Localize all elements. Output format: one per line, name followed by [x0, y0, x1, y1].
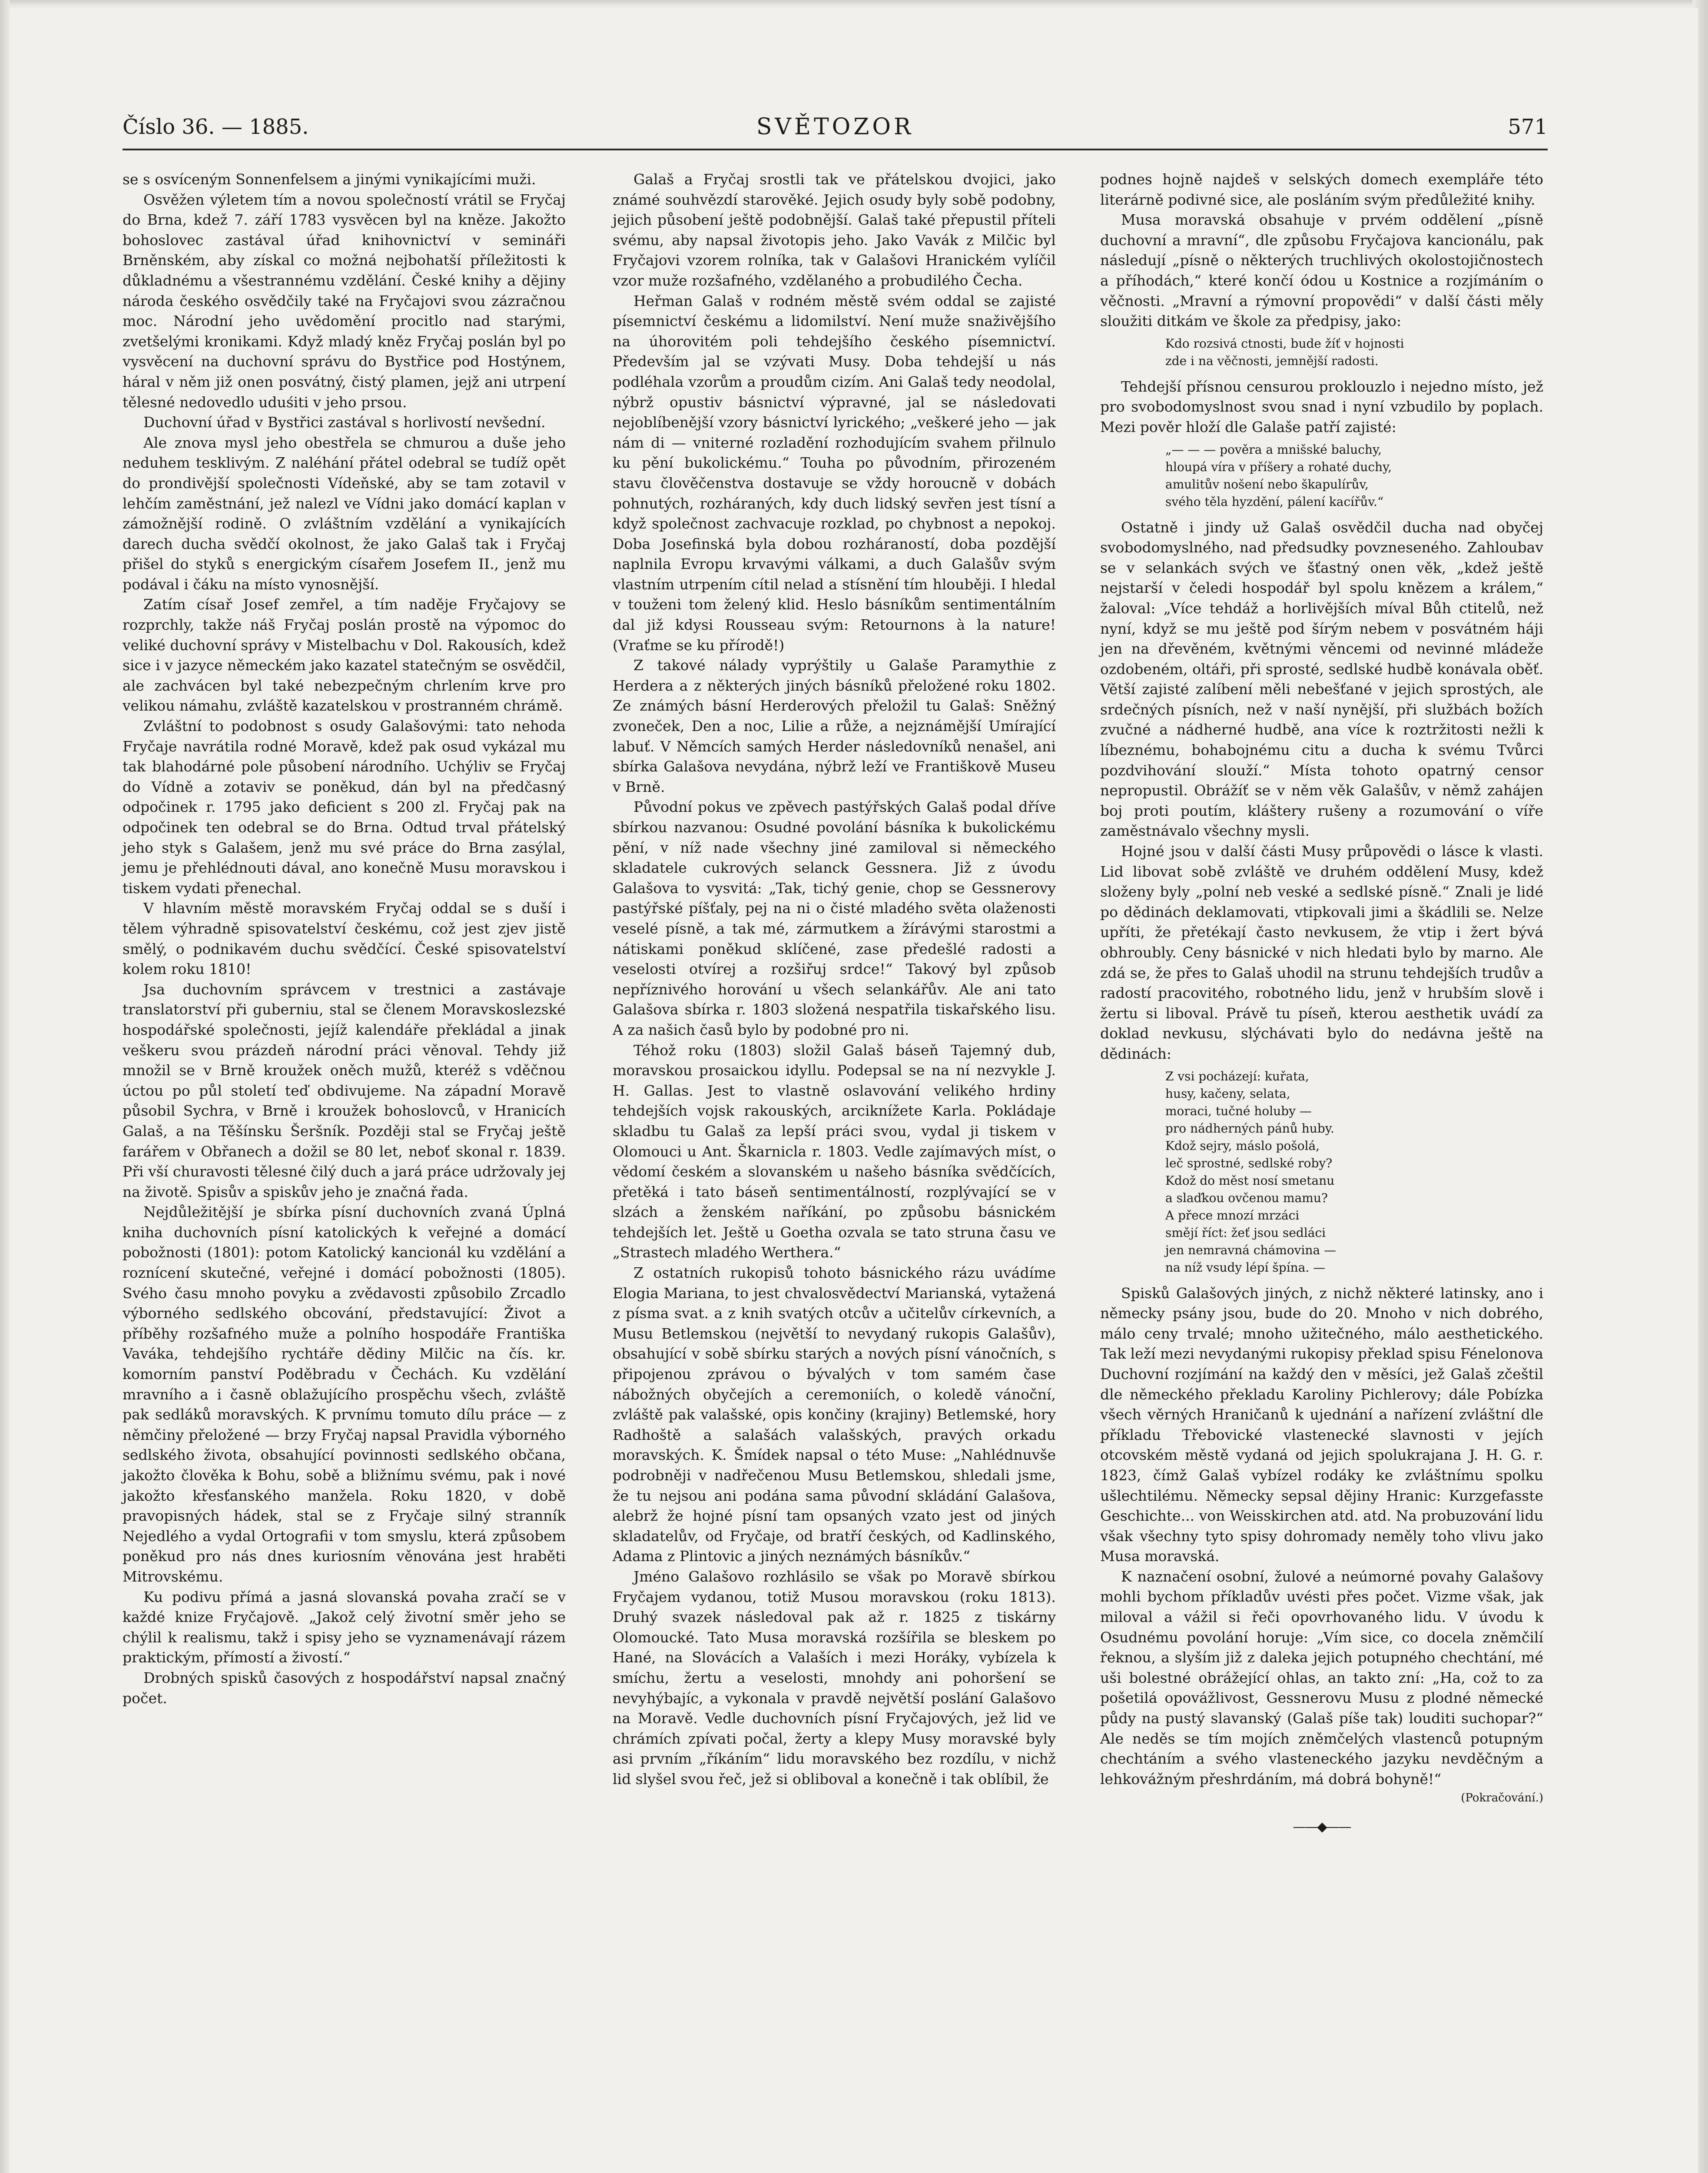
- verse-quote: [1100, 441, 1543, 511]
- issue-label: Číslo 36. — 1885.: [123, 115, 309, 139]
- scan-left-edge: [0, 0, 10, 2173]
- verse-line: amulitův nošení nebo škapulírův,: [1165, 477, 1369, 492]
- paragraph: se s osvíceným Sonnenfelsem a jinými vynikajícími muži.: [123, 171, 536, 188]
- verse-line: Kdož sejry, máslo pošolá,: [1165, 1138, 1320, 1153]
- verse-line: hloupá víra v příšery a rohaté duchy,: [1165, 459, 1392, 474]
- paragraph: Jméno Galašovo rozhlásilo se však po Moravě sbírkou Fryčajem vydanou, totiž Musou moravskou (roku 1813). Druhý svazek následoval pak až r. 1825 z tiskárny Olomoucké. Tato Musa moravská rozšířila se bleskem po Hané, na Slovácích a Valaších i mezi Horáky, vybízela k smíchu, žertu a veselosti, mnohdy ani pohoršení se nevyhýbajíc, a vykonala v pravdě největší poslání Galašovo na Moravě. Vedle duchovních písní Fryčajových, jež lid ve chrámích zpívati počal, žerty a klepy Musy moravské byly asi prvním „říkáním“ lidu moravského bez rozdílu, v nichž lid slyšel svou řeč, jež si obliboval a konečně i tak oblíbil, že: [613, 1568, 1056, 1788]
- paragraph: Z ostatních rukopisů tohoto básnického rázu uvádíme Elogia Mariana, to jest chvalosvědectví Marianská, vytažená z písma svat. a z knih svatých otcův a učitelův církevních, a Musu Betlemskou (největší to nevydaný rukopis Galašův), obsahující v sobě sbírku starých a nových písní vánočních, s připojenou zprávou o bývalých v tom samém čase nábožných obyčejích a ceremoniích, o koledě vánoční, zvláště pak valašské, opis končiny (krajiny) Betlemské, hory Radhoště a salašách valašských, pravých orkadu moravských. K. Šmídek napsal o této Muse: „Nahlédnuvše podrobněji v nadřečenou Musu Betlemskou, shledali jsme, že tu nejsou ani podána sama původní skládání Galašova, alebrž že hojné písní tam opsaných vzato jest od jiných skladatelův, od Fryčaje, od bratří českých, od Kadlinského, Adama z Plintovic a jiných neznámých básníkův.“: [613, 1264, 1056, 1565]
- paragraph: Jsa duchovním správcem v trestnici a zastávaje translatorství při guberniu, stal se členem Moravskoslezské hospodářské společnosti, jejíž kalendáře překládal a jinak veškeru svou prázdeň národní práci věnoval. Tehdy již množil se v Brně kroužek oněch mužů, kteréž s vděčnou úctou po půl století teď obdivujeme. Na západní Moravě působil Sychra, v Brně i kroužek bohoslovců, v Hranicích Galaš, a na Těšínsku Šeršník. Později stal se Fryčaj ještě farářem v Obřanech a dožil se 80 let, neboť skonal r. 1839. Při vší churavosti tělesné čilý duch a jará práce udržovaly jej na životě. Spisův a spiskův jeho je značná řada.: [123, 980, 566, 1200]
- page-header: [123, 114, 1548, 149]
- paragraph: Ale znova mysl jeho obestřela se chmurou a duše jeho neduhem tesklivým. Z naléhání přátel odebral se tudíž opět do prondivější společnosti Vídeňské, aby se tam zotavil v lehčím zaměstnání, jež nalezl ve Vídni jako domácí kaplan v zámožnější rodině. O zvláštním vzdělání a vynikajících darech ducha svědčí okolnost, že jako Galaš tak i Fryčaj přišel do styků s energickým císařem Josefem II., jenž mu podával i čáku na místo vynosnější.: [123, 434, 566, 593]
- paragraph: Zatím císař Josef zemřel, a tím naděje Fryčajovy se rozprchly, takže náš Fryčaj poslán prostě na výpomoc do veliké duchovní správy v Mistelbachu v Dol. Rakousích, kdež sice i v jazyce německém jako kazatel statečným se osvědčil, ale zachvácen byl také nebezpečným chrlením krve pro velikou námahu, zvláště kazatelskou v prostranném chrámě.: [123, 596, 566, 714]
- text-column-1: [123, 169, 566, 1708]
- paragraph: podnes hojně najdeš v selských domech exempláře této literárně podivné sice, ale posláním svým předůležité knihy.: [1100, 171, 1543, 208]
- paragraph: Původní pokus ve zpěvech pastýřských Galaš podal dříve sbírkou nazvanou: Osudné povolání básníka k bukolickému pění, v níž nade všechny jiné zamiloval si německého skladatele cukrových selanck Gessnera. Již z úvodu Galašova to vysvitá: „Tak, tichý genie, chop se Gessnerovy pastýřské píšťaly, pej na ni o čisté mladého světa olaženosti veselé písně, a tak mé, zármutkem a žírávými starostmi a nátiskami poněkud sklíčené, zase předešlé radosti a veselosti otvírej a rozšiřuj srdce!“ Takový byl způsob nepříznivého horování u všech selankářův. Ale ani tato Galašova sbírka r. 1803 složená nespatřila tiskařského lisu. A za našich časů bylo by podobné pro ni.: [613, 798, 1056, 1038]
- paragraph: V hlavním městě moravském Fryčaj oddal se s duší i tělem výhradně spisovatelství českému, což jest zjev jistě smělý, o podnikavém duchu svědčící. České spisovatelství kolem roku 1810!: [123, 900, 566, 978]
- verse-quote: [1100, 1068, 1543, 1276]
- paragraph: Spisků Galašových jiných, z nichž některé latinsky, ano i německy psány jsou, bude do 20. Mnoho v nich dobrého, málo ceny trvalé; mnoho užitečného, málo aesthetického. Tak leží mezi nevydanými rukopisy překlad spisu Fénelonova Duchovní rozjímání na každý den v měsíci, jež Galaš zčeštil dle německého překladu Karoliny Pichlerovy; dále Pobízka všech věrných Hraničanů k ujednání a nařízení zvláštní dle příkladu Třebovické vlastenecké slavnosti v jejích otcovském městě vydaná od jejich spolukrajana J. H. G. r. 1823, čímž Galaš vybízel rodáky ke zvláštnímu spolku ušlechtilému. Německy sepsal dějiny Hranic: Kurzgefasste Geschichte... von Weisskirchen atd. atd. Na probuzování lidu však všechny tyto spisy dohromady neměly toho vlivu jako Musa moravská.: [1100, 1284, 1543, 1565]
- paragraph: Z takové nálady vyprýštily u Galaše Paramythie z Herdera a z některých jiných básníků přeložené roku 1802. Ze známých básní Herderových přeložil tu Galaš: Sněžný zvoneček, Den a noc, Lilie a růže, a nejznámější Umírající labuť. V Němcích samých Herder následovníků nenašel, ani sbírka Galašova nevydána, nýbrž leží ve Františkově Museu v Brně.: [613, 657, 1056, 795]
- verse-quote: [1100, 335, 1543, 370]
- text-column-3: [1100, 169, 1543, 1837]
- paragraph: Nejdůležitější je sbírka písní duchovních zvaná Úplná kniha duchovních písní katolických k veřejné a domácí pobožnosti (1801): potom Katolický kancionál ku vzdělání a roznícení skutečné, veřejné i domácí pobožnosti (1805). Svého času mnoho povyku a zvědavosti způsobilo Zrcadlo výborného sedlského obcování, představující: Život a příběhy rozšafného muže a polního hospodáře Františka Vaváka, tehdejšího rychtáře dědiny Milčic na čís. kr. komorním panství Poděbradu v Čechách. Ku vzdělání mravního a i časně oblažujícího prospěchu všech, zvláště pak sedláků moravských. K prvnímu tomuto dílu práce — z němčiny přeložené — brzy Fryčaj napsal Pravidla výborného sedlského života, obsahující povinnosti sedlského občana, jakožto člověka k Bohu, sobě a bližnímu svému, pak i nové jakožto křesťanského manžela. Roku 1820, v době pravopisných hádek, stal se z Fryčaje silný stranník Nejedlého a vydal Ortografii v tom smyslu, která způsobem poněkud pro nás dnes kuriosním věnována jest hraběti Mitrovskému.: [123, 1203, 566, 1585]
- text-column-2: [613, 169, 1056, 1790]
- periodical-title: SVĚTOZOR: [756, 114, 914, 140]
- page-number: 571: [1508, 115, 1548, 139]
- verse-line: Kdo rozsivá ctnosti, bude žíť v hojnosti: [1165, 336, 1404, 351]
- verse-line: smějí říct: žeť jsou sedláci: [1165, 1225, 1326, 1240]
- paragraph: Ostatně i jindy už Galaš osvědčil ducha nad obyčej svobodomyslného, nad předsudky povzneseného. Zahloubav se v selankách svých ve šťastný onen věk, „kdež ještě nejstarší v čeledi hospodář byl spolu knězem a králem,“ žaloval: „Více tehdáž a horlivějších míval Bůh ctitelů, než nyní, když se mu ještě pod šírým nebem v posvátném háji jen na dřevěném, květnými věncemi od nevinné mládeže ozdobeném, oltáři, při sprosté, sedlské hudbě konávala oběť. Větší zajisté zalíbení měli nebešťané v jejich sprostých, ale srdečných písních, než v naší nynější, při službách božích zvučné a nádherné hudbě, ana více k roztržitosti nežli k líbeznému, bohabojnému citu a ducha k svému Tvůrci pozdvihování slouží.“ Místa tohoto opatrný censor nepropustil. Obrážíť se v něm věk Galašův, v němž zahájen boj proti poutím, kláštery rušeny a rozumování o víře zaměstnávalo všechny mysli.: [1100, 518, 1543, 840]
- paragraph: Osvěžen výletem tím a novou společností vrátil se Fryčaj do Brna, kdež 7. září 1783 vysvěcen byl na kněze. Jakožto bohoslovec zastával úřad knihovnictví v semináři Brněnském, aby získal co možná nejbohatší příležitosti k důkladnému a všestrannému vzdělání. České knihy a dějiny národa českého osvědčily také na Fryčajovi svou zázračnou moc. Národní jeho uvědomění procitlo nad starými, zvetšelými kronikami. Když mladý kněz Fryčaj poslán byl po vysvěcení na duchovní správu do Bystřice pod Hostýnem, háral v něm již onen posvátný, čistý plamen, jejž ani utrpení tělesné nedovedlo uduśiti v jeho prsou.: [123, 191, 566, 411]
- paragraph: Galaš a Fryčaj srostli tak ve přátelskou dvojici, jako známé souhvězdí starověké. Jejich osudy byly sobě podobny, jejich působení ještě podobnější. Galaš také přepustil příteli svému, aby napsal životopis jeho. Jako Vavák z Milčic byl Fryčajovi vzorem rolníka, tak v Galašovi Hranickém vylíčil vzor muže rozšafného, vzdělaného a probudilého Čecha.: [613, 171, 1056, 289]
- verse-line: pro nádherných pánů huby.: [1165, 1121, 1334, 1136]
- verse-line: Kdož do měst nosí smetanu: [1165, 1173, 1335, 1188]
- verse-line: A přece mnozí mrzáci: [1165, 1208, 1300, 1223]
- scan-top-edge: [0, 0, 1708, 6]
- verse-line: Z vsi pocházejí: kuřata,: [1165, 1069, 1309, 1083]
- paragraph: Musa moravská obsahuje v prvém oddělení „písně duchovní a mravní“, dle způsobu Fryčajova kancionálu, pak následují „písně o některých truchlivých okolostojičnostech a příhodách,“ které končí ódou u Kostnice a rozjímáním o věčnosti. „Mravní a rýmovní propovědi“ v další části měly sloužiti ditkám ve škole za předpisy, jako:: [1100, 211, 1543, 330]
- paragraph: Hojné jsou v další části Musy průpovědi o lásce k vlasti. Lid libovat sobě zvláště ve druhém oddělení Musy, kdež složeny byly „polní neb veské a sedlské písně.“ Znali je lidé po dědinách deklamovati, vtipkovali jimi a škádlili se. Nelze upříti, že přetékají často nevkusem, že vtip i žert bývá obhroubly. Ceny básnické v nich hledati bylo by marno. Ale zdá se, že přes to Galaš uhodil na strunu tehdejších trudův a radostí pracovitého, robotného lidu, jenž v hrubším slově i žertu si liboval. Právě tu píseň, kterou aesthetik uvádí za doklad nevkusu, slýchávati bylo do nedávna ještě na dědinách:: [1100, 843, 1543, 1062]
- paragraph: Heřman Galaš v rodném městě svém oddal se zajisté písemnictví českému a lidomilství. Není muže snaživějšího na úhorovitém poli tehdejšího českého písemnictví. Především jal se vzývati Musy. Doba tehdejší u nás podléhala vzorům a proudům cizím. Ani Galaš tedy neodolal, nýbrž opustiv básnictví výpravné, jal se následovati nejoblíbenější vzory básnictví lyrického; „veškeré jeho — jak nám di — vniterné rozladění rozhodujícím svahem přilnulo ku pění bukolickému.“ Touha po původním, přirozeném stavu člověčenstva dostavuje se vždy horoucně v dobách pohnutých, rozháraných, kdy duch lidský sevřen jest tísní a když společnost zachvacuje rozklad, po chybnost a nepokoj. Doba Josefinská byla dobou rozháraností, doba pozdější naplnila Evropu krvavými válkami, a duch Galašův svým vlastním utrpením cítil nelad a stísnění tím hlouběji. I hledal v touženi tom želený klid. Heslo básníkům sentimentálním dal již kdysi Rousseau svým: Retournons à la nature! (Vraťme se ku přírodě!): [613, 292, 1056, 654]
- verse-line: jen nemravná chámovina —: [1165, 1243, 1337, 1257]
- verse-line: husy, kačeny, selata,: [1165, 1086, 1290, 1101]
- header-rule: [123, 149, 1548, 150]
- verse-line: na níž vsudy lépí špína. —: [1165, 1260, 1326, 1275]
- verse-line: zde i na věčnosti, jemnější radosti.: [1165, 353, 1379, 368]
- verse-line: svého těla hyzdění, pálení kacířův.“: [1165, 494, 1384, 509]
- end-ornament: ——◆——: [1293, 1819, 1351, 1835]
- verse-line: leč sprostné, sedlské roby?: [1165, 1156, 1333, 1170]
- paragraph: Duchovní úřad v Bystřici zastával s horlivostí nevšední.: [143, 414, 546, 431]
- paragraph: Téhož roku (1803) složil Galaš báseň Tajemný dub, moravskou prosaickou idyllu. Podepsal se na ní nezvykle J. H. Gallas. Jest to vlastně oslavování velikého hrdiny tehdejších vojsk rakouských, arciknížete Karla. Pokládaje skladbu tu Galaš za lepší práci svou, vydal ji tiskem v Olomouci u Ant. Škarnicla r. 1803. Vedle zajímavých míst, o vědomí českém a slovanském u našeho básníka svědčících, přetěká i tato báseň sentimentálností, rozplývající se v slzách a ženském naříkání, po způsobu básnickém tehdejších let. Ještě u Goetha ozvala se tato struna času ve „Strastech mladého Werthera.“: [613, 1041, 1056, 1261]
- verse-line: „— — — pověra a mnišské baluchy,: [1165, 442, 1382, 457]
- paragraph: Zvláštní to podobnost s osudy Galašovými: tato nehoda Fryčaje navrátila rodné Moravě, kdež pak osud vykázal mu tak blahodárné pole působení národního. Uchýliv se Fryčaj do Vídně a zotaviv se poněkud, dán byl na předčasný odpočinek r. 1795 jako deficient s 200 zl. Fryčaj pak na odpočinek ten odebral se do Brna. Odtud trval přátelský jeho styk s Galašem, jenž mu své práce do Brna zasýlal, jemu je přehlédnouti dával, ano konečně Musu moravskou i tiskem vydati přenechal.: [123, 718, 566, 897]
- paragraph: K naznačení osobní, žulové a neúmorné povahy Galašovy mohli bychom příkladův uvésti přes počet. Vizme však, jak miloval a vážil si řeči opovrhovaného lidu. V úvodu k Osudnému povolání horuje: „Vím sice, co docela zněmčilí řeknou, a slyším již z daleka jejich potupného chechtání, mé uši bolestné obrážející ohlas, an takto zní: „Ha, což to za pošetilá opovážlivost, Gessnerovu Musu z plodné německé půdy na pustý slavanský (Galaš píše tak) louditi suchopar?“ Ale neděs se tím mojích zněmčelých vlastenců potupným chechtáním a svého vlasteneckého jazyku nevděčným a lehkovážným přeshrdáním, má dobrá bohyně!“: [1100, 1568, 1543, 1788]
- verse-line: a slaďkou ovčenou mamu?: [1165, 1190, 1328, 1205]
- paragraph: Tehdejší přísnou censurou proklouzlo i nejedno místo, jež pro svobodomyslnost svou snad i nyní vzbudilo by poplach. Mezi pověr hloží dle Galaše patří zajisté:: [1100, 378, 1543, 435]
- verse-line: moraci, tučné holuby —: [1165, 1103, 1312, 1118]
- paragraph: Ku podivu přímá a jasná slovanská povaha zračí se v každé knize Fryčajově. „Jakož celý životní směr jeho se chýlil k realismu, takž i spisy jeho se vyznamenávají rázem praktickým, přímostí a živostí.“: [123, 1588, 566, 1666]
- continuation-note: (Pokračování.): [1461, 1791, 1543, 1805]
- paragraph: Drobných spisků časových z hospodářství napsal značný počet.: [123, 1669, 566, 1707]
